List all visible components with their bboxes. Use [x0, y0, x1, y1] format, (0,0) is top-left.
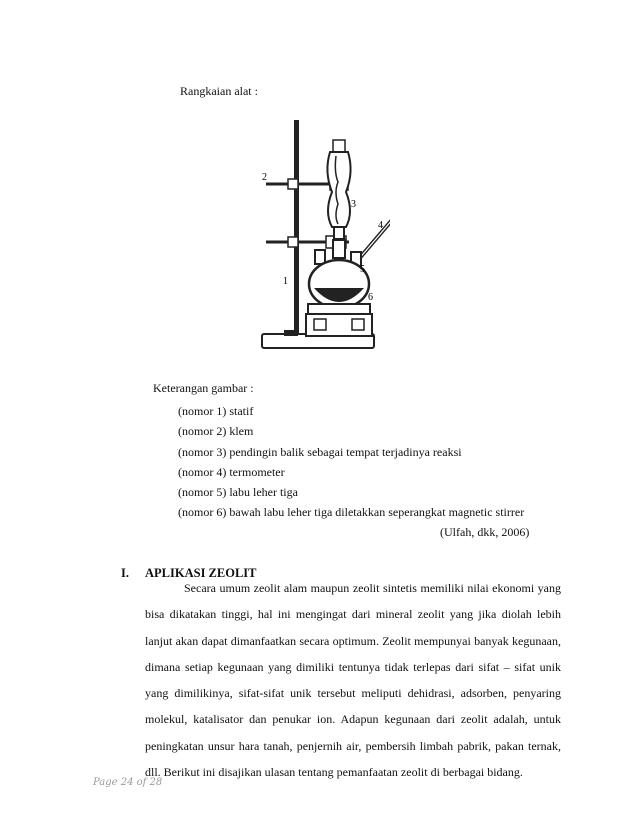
- legend-item: (nomor 5) labu leher tiga: [178, 485, 298, 499]
- thermometer: [358, 220, 390, 260]
- legend-item: (nomor 4) termometer: [178, 465, 285, 479]
- label-4: 4: [378, 220, 383, 231]
- legend-item: (nomor 3) pendingin balik sebagai tempat terjadinya reaksi: [178, 445, 462, 459]
- figure-caption: Rangkaian alat :: [180, 84, 258, 98]
- stand-rod: [294, 120, 299, 334]
- reflux-condenser: [327, 140, 350, 239]
- citation: (Ulfah, dkk, 2006): [440, 525, 530, 539]
- legend-item: (nomor 6) bawah labu leher tiga diletakkan seperangkat magnetic stirrer: [178, 505, 525, 519]
- label-1: 1: [283, 276, 288, 287]
- section-title: APLIKASI ZEOLIT: [145, 566, 257, 580]
- page-number: Page 24 of 28: [93, 777, 163, 788]
- label-3: 3: [351, 199, 356, 210]
- body-paragraph: Secara umum zeolit alam maupun zeolit sintetis memiliki nilai ekonomi yang bisa dikatakan tinggi, hal ini mengingat dari mineral zeolit yang jika diolah lebih lanjut akan dapat dimanfaatkan secara optimum. Zeolit mempunyai banyak kegunaan, dimana setiap kegunaan yang dimiliki tentunya tidak terlepas dari sifat – sifat unik yang dimilikinya, sifat-sifat unik tersebut meliputi dehidrasi, adsorben, penyaring molekul, katalisator dan penukar ion. Adapun kegunaan dari zeolit adalah, untuk peningkatan unsur hara tanah, penjernih air, pembersih limbah pabrik, pakan ternak, dll. Berikut ini disajikan ulasan tentang pemanfaatan zeolit di berbagai bidang.: [145, 581, 561, 780]
- magnetic-stirrer: [306, 304, 372, 336]
- section-number: I.: [121, 566, 129, 580]
- label-5: 5: [360, 264, 365, 275]
- legend-item: (nomor 2) klem: [178, 424, 254, 438]
- label-6: 6: [368, 292, 373, 303]
- apparatus-diagram: [254, 112, 390, 358]
- label-2: 2: [262, 172, 267, 183]
- legend-item: (nomor 1) statif: [178, 404, 254, 418]
- legend-title: Keterangan gambar :: [153, 381, 254, 395]
